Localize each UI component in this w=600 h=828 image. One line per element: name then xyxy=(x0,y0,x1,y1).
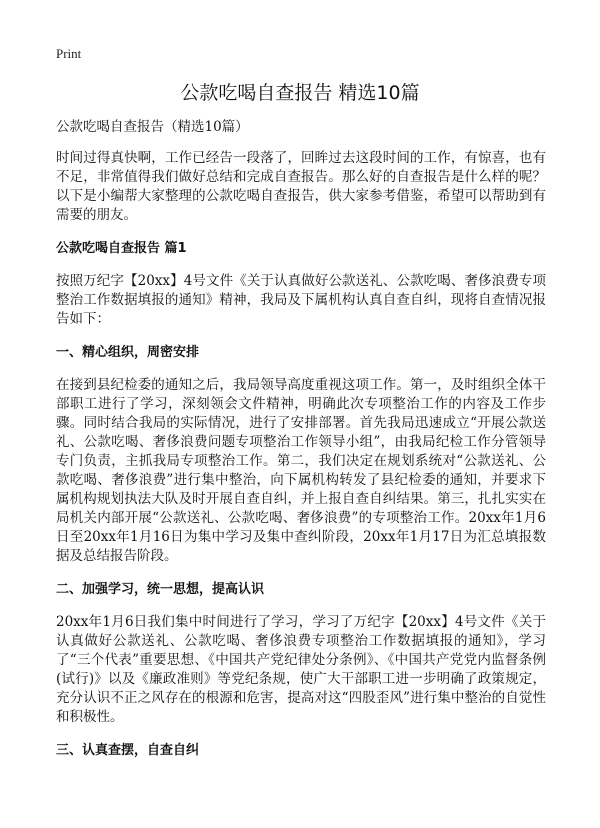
heading-2: 二、加强学习，统一思想，提高认识 xyxy=(56,582,265,597)
document-subtitle: 公款吃喝自查报告（精选10篇） xyxy=(56,119,249,135)
section-title: 公款吃喝自查报告 篇1 xyxy=(56,241,187,256)
heading-1: 一、精心组织，周密安排 xyxy=(56,345,200,360)
paragraph-1: 在接到县纪检委的通知之后，我局领导高度重视这项工作。第一，及时组织全体干部职工进行了学习，深刻领会文件精神，明确此次专项整治工作的内容及工作步骤。同时结合我局的实际情况，进行了安排部署。首先我局迅速成立“开展公款送礼、公款吃喝、奢侈浪费问题专项整治工作领导小组”，由我局纪检工作分管领导专门负责，主抓我局专项整治工作。第二，我们决定在规划系统对“公款送礼、公款吃喝、奢侈浪费”进行集中整治，向下属机构转发了县纪检委的通知，并要求下属机构规划执法大队及时开展自查自纠，并上报自查自纠结果。第三，扎扎实实在局机关内部开展“公款送礼、公款吃喝、奢侈浪费”的专项整治工作。20xx年1月6日至20xx年1月16日为集中学习及集中查纠阶段，20xx年1月17日为汇总填报数据及总结报告阶段。 xyxy=(56,377,546,564)
print-link[interactable]: Print xyxy=(56,46,82,61)
paragraph-2: 20xx年1月6日我们集中时间进行了学习，学习了万纪字【20xx】4号文件《关于认真做好公款送礼、公款吃喝、奢侈浪费专项整治工作数据填报的通知》，学习了“三个代表”重要思想、《中国共产党纪律处分条例》、《中国共产党党内监督条例(试行)》以及《廉政准则》等党纪条规，使广大干部职工进一步明确了政策规定，充分认识不正之风存在的根源和危害，提高对这“四股歪风”进行集中整治的自觉性和积极性。 xyxy=(56,614,546,725)
section-intro-paragraph: 按照万纪字【20xx】4号文件《关于认真做好公款送礼、公款吃喝、奢侈浪费专项整治工作数据填报的通知》精神，我局及下属机构认真自查自纠，现将自查情况报告如下： xyxy=(56,273,546,327)
document-body xyxy=(56,118,546,774)
heading-3: 三、认真查摆，自查自纠 xyxy=(56,743,200,758)
page-title: 公款吃喝自查报告 精选10篇 xyxy=(180,82,420,104)
intro-paragraph: 时间过得真快啊，工作已经告一段落了，回眸过去这段时间的工作，有惊喜，也有不足，非常值得我们做好总结和完成自查报告。那么好的自查报告是什么样的呢？以下是小编帮大家整理的公款吃喝自查报告，供大家参考借鉴，希望可以帮助到有需要的朋友。 xyxy=(56,150,546,223)
